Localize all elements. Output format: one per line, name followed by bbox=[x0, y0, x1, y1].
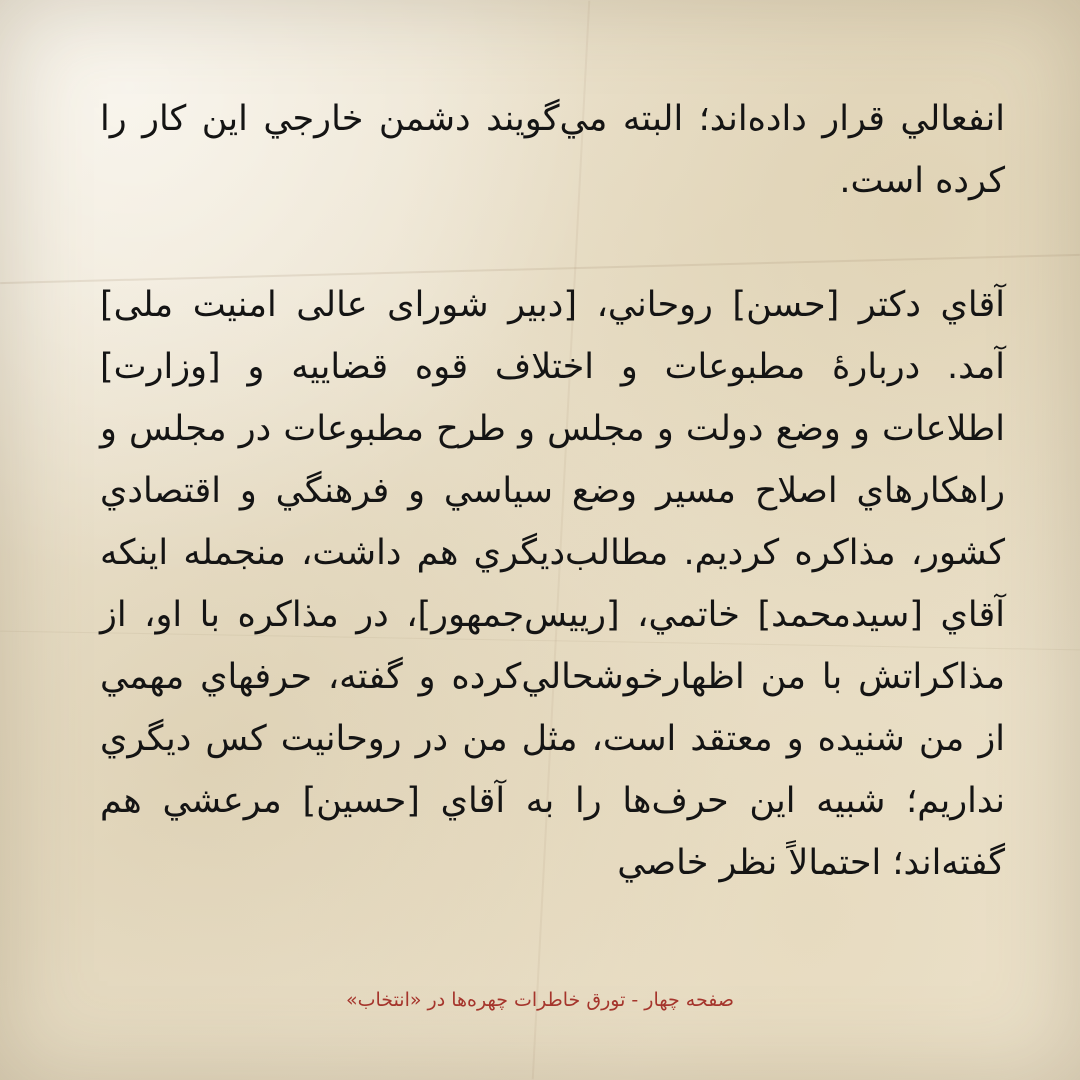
footer-credit: صفحه چهار - تورق خاطرات چهره‌ها در «انتخاب» bbox=[346, 989, 734, 1011]
paragraph-1: انفعالي قرار داده‌اند؛ البته مي‌گويند دشمن خارجي اين كار را كرده است. bbox=[100, 99, 1005, 201]
memoir-text bbox=[100, 88, 1005, 894]
paragraph-2: آقاي دكتر [حسن] روحاني، [دبير شوراى عالى امنيت ملى] آمد. دربارۀ مطبوعات و اختلاف قوه قضاييه و [وزارت] اطلاعات و وضع دولت و مجلس و طرح مطبوعات در مجلس و راهكارهاي اصلاح مسير وضع سياسي و فرهنگي و اقتصادي كشور، مذاكره كرديم. مطالب‌ديگري هم داشت، منجمله اينكه آقاي [سيدمحمد] خاتمي، [رييس‌جمهور]، در مذاكره با او، از مذاكراتش با من اظهارخوشحالي‌كرده و گفته، حرفهاي مهمي از من شنيده و معتقد است، مثل من در روحانيت كس ديگري نداريم؛ شبيه اين حرف‌ها را به آقاي [حسين] مرعشي هم گفته‌اند؛ احتمالاً نظر خاصي bbox=[100, 285, 1005, 883]
